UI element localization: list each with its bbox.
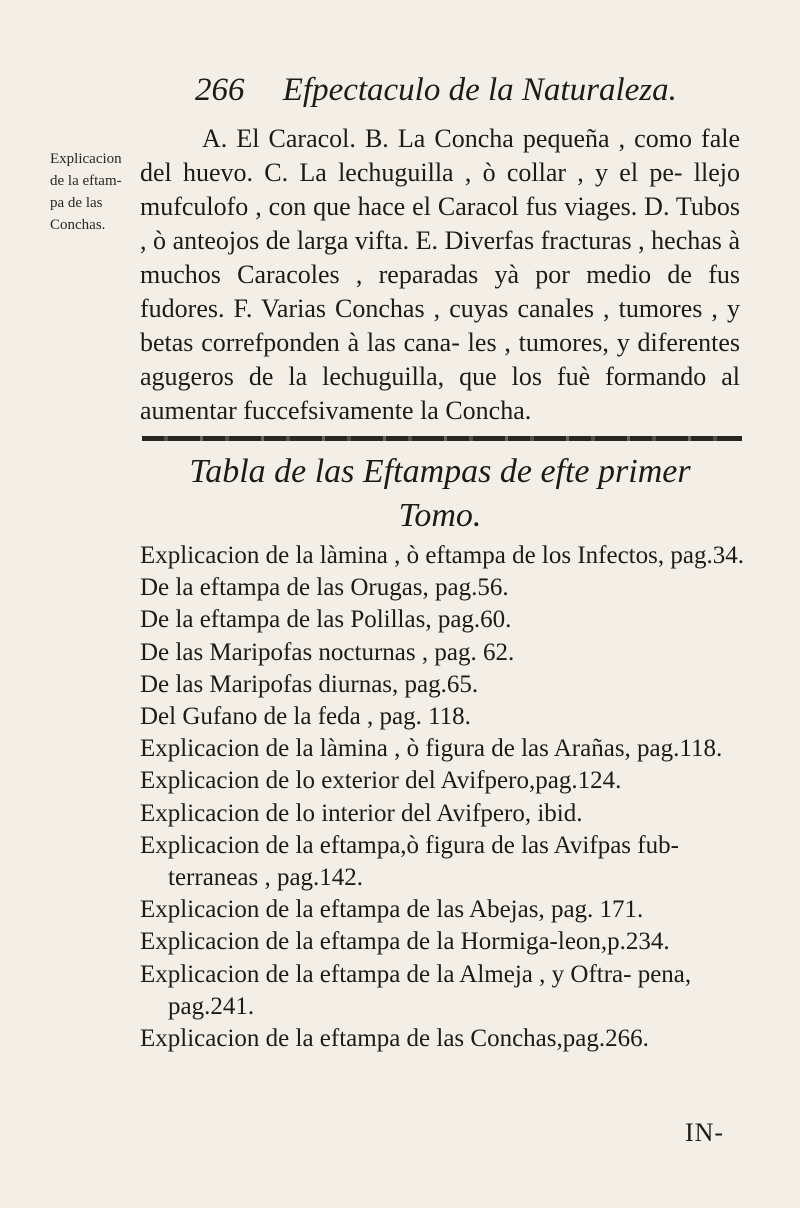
table-entry: De la eftampa de las Orugas, pag.56. bbox=[140, 574, 509, 602]
marginal-note-line: Explicacion bbox=[50, 151, 122, 167]
table-entry: Explicacion de la eftampa de las Abejas, pag. 171. bbox=[140, 896, 644, 924]
table-entry: De las Maripofas nocturnas , pag. 62. bbox=[140, 638, 515, 666]
marginal-note bbox=[50, 148, 130, 236]
table-entry: Del Gufano de la feda , pag. 118. bbox=[140, 703, 471, 731]
table-entry: Explicacion de lo interior del Avifpero, ibid. bbox=[140, 799, 583, 827]
table-title-line: Tabla de las Eftampas de efte primer bbox=[189, 453, 691, 490]
table-of-plates bbox=[140, 540, 750, 1055]
table-title-line: Tomo. bbox=[398, 497, 482, 534]
table-entry: Explicacion de la eftampa de la Almeja , y Oftra- pena, pag.241. bbox=[140, 960, 692, 1020]
body-paragraph: A. El Caracol. B. La Concha pequeña , como fale del huevo. C. La lechuguilla , ò collar , y el pe- llejo mufculofo , con que hace el Caracol fus viages. D. Tubos , ò anteojos de larga vifta. E. Diverfas fracturas , hechas à muchos Caracoles , reparadas yà por medio de fus fudores. F. Varias Conchas , cuyas canales , tumores , y betas correfponden à las cana- les , tumores, y diferentes agugeros de la lechuguilla, que los fuè formando al aumentar fuccefsivamente la Concha. bbox=[140, 124, 740, 425]
table-entry: Explicacion de la làmina , ò figura de las Arañas, pag.118. bbox=[140, 735, 723, 763]
catchword: IN- bbox=[685, 1118, 725, 1147]
table-entry: De las Maripofas diurnas, pag.65. bbox=[140, 670, 479, 698]
ornamental-rule bbox=[142, 436, 742, 441]
table-title bbox=[140, 450, 740, 538]
plate-explanation bbox=[140, 122, 740, 428]
table-entry: Explicacion de la eftampa de la Hormiga-leon,p.234. bbox=[140, 928, 670, 956]
page-number: 266 bbox=[195, 72, 245, 108]
table-entry: Explicacion de lo exterior del Avifpero,pag.124. bbox=[140, 767, 622, 795]
table-entry: Explicacion de la eftampa de las Conchas,pag.266. bbox=[140, 1025, 649, 1053]
marginal-note-line: Conchas. bbox=[50, 217, 106, 233]
marginal-note-line: pa de las bbox=[50, 195, 103, 211]
table-entry: De la eftampa de las Polillas, pag.60. bbox=[140, 606, 512, 634]
running-title: Efpectaculo de la Naturaleza. bbox=[282, 72, 677, 108]
table-entry: Explicacion de la eftampa,ò figura de las Avifpas fub- terraneas , pag.142. bbox=[140, 831, 679, 892]
marginal-note-line: de la eftam- bbox=[50, 173, 122, 189]
running-header bbox=[195, 72, 715, 109]
table-entry: Explicacion de la làmina , ò eftampa de los Infectos, pag.34. bbox=[140, 542, 744, 569]
